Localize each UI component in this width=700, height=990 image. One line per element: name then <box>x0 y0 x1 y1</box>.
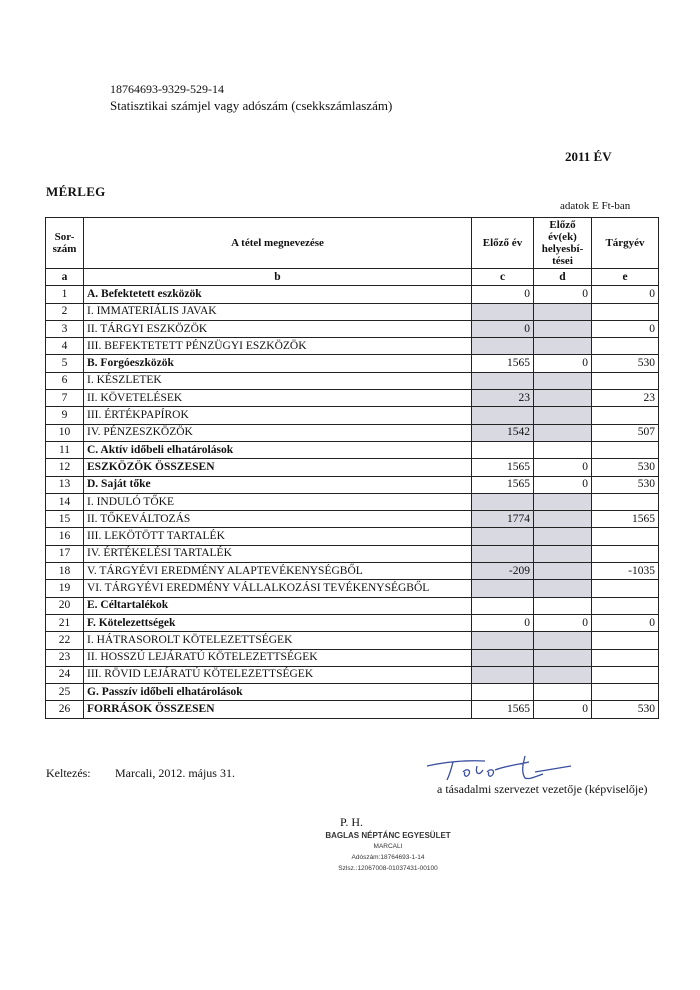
cell-prev-year <box>472 372 534 389</box>
cell-corrections: 0 <box>534 614 592 631</box>
row-number: 2 <box>46 303 84 320</box>
table-row <box>46 632 659 649</box>
row-label: D. Saját tőke <box>84 476 472 493</box>
table-row <box>46 355 659 372</box>
cell-prev-year: 1565 <box>472 459 534 476</box>
row-label: III. ÉRTÉKPAPÍROK <box>84 407 472 424</box>
cell-current-year: 507 <box>592 424 659 441</box>
letter-b: b <box>84 269 472 286</box>
row-number: 1 <box>46 286 84 303</box>
row-number: 9 <box>46 407 84 424</box>
table-row <box>46 338 659 355</box>
cell-current-year: 1565 <box>592 511 659 528</box>
table-row <box>46 372 659 389</box>
signature-image <box>425 752 575 782</box>
cell-current-year <box>592 407 659 424</box>
row-number: 21 <box>46 614 84 631</box>
cell-corrections <box>534 407 592 424</box>
row-number: 11 <box>46 441 84 458</box>
cell-prev-year <box>472 303 534 320</box>
row-label: C. Aktív időbeli elhatárolások <box>84 441 472 458</box>
letter-a: a <box>46 269 84 286</box>
row-label: II. TÁRGYI ESZKÖZÖK <box>84 320 472 337</box>
row-label: F. Kötelezettségek <box>84 614 472 631</box>
row-number: 16 <box>46 528 84 545</box>
cell-current-year <box>592 493 659 510</box>
col-header-prev-year: Előző év <box>472 218 534 269</box>
table-row <box>46 684 659 701</box>
cell-prev-year: 1565 <box>472 355 534 372</box>
cell-corrections: 0 <box>534 701 592 718</box>
row-label: II. TŐKEVÁLTOZÁS <box>84 511 472 528</box>
table-header-row <box>46 218 659 269</box>
table-row <box>46 424 659 441</box>
row-number: 3 <box>46 320 84 337</box>
row-number: 25 <box>46 684 84 701</box>
table-row <box>46 597 659 614</box>
row-label: I. HÁTRASOROLT KÖTELEZETTSÉGEK <box>84 632 472 649</box>
letter-c: c <box>472 269 534 286</box>
report-year: 2011 ÉV <box>565 149 612 164</box>
table-row <box>46 666 659 683</box>
cell-current-year: 530 <box>592 701 659 718</box>
table-row <box>46 493 659 510</box>
cell-prev-year <box>472 597 534 614</box>
cell-corrections: 0 <box>534 286 592 303</box>
row-label: ESZKÖZÖK ÖSSZESEN <box>84 459 472 476</box>
cell-corrections <box>534 597 592 614</box>
cell-corrections <box>534 545 592 562</box>
ph-label: P. H. <box>340 815 364 829</box>
cell-prev-year: -209 <box>472 563 534 580</box>
cell-prev-year: 1542 <box>472 424 534 441</box>
table-row <box>46 286 659 303</box>
document-title: MÉRLEG <box>46 184 106 199</box>
cell-current-year <box>592 372 659 389</box>
balance-sheet-table <box>45 217 659 719</box>
cell-corrections <box>534 580 592 597</box>
cell-prev-year <box>472 632 534 649</box>
row-number: 26 <box>46 701 84 718</box>
row-label: II. HOSSZÚ LEJÁRATÚ KÖTELEZETTSÉGEK <box>84 649 472 666</box>
tax-id: 18764693-9329-529-14 <box>110 82 224 96</box>
row-number: 14 <box>46 493 84 510</box>
table-row <box>46 320 659 337</box>
row-label: III. BEFEKTETETT PÉNZÜGYI ESZKÖZÖK <box>84 338 472 355</box>
cell-prev-year <box>472 441 534 458</box>
cell-corrections: 0 <box>534 476 592 493</box>
cell-corrections <box>534 511 592 528</box>
cell-current-year: 530 <box>592 459 659 476</box>
row-number: 20 <box>46 597 84 614</box>
row-number: 10 <box>46 424 84 441</box>
cell-prev-year: 1565 <box>472 476 534 493</box>
cell-corrections <box>534 390 592 407</box>
cell-prev-year: 1774 <box>472 511 534 528</box>
col-header-no: Sor-szám <box>46 218 84 269</box>
table-row <box>46 614 659 631</box>
stamp-city: MARCALI <box>373 843 403 850</box>
row-label: E. Céltartalékok <box>84 597 472 614</box>
table-row <box>46 528 659 545</box>
table-row <box>46 649 659 666</box>
row-label: IV. ÉRTÉKELÉSI TARTALÉK <box>84 545 472 562</box>
cell-prev-year: 1565 <box>472 701 534 718</box>
cell-prev-year <box>472 580 534 597</box>
cell-corrections <box>534 666 592 683</box>
col-header-current-year: Tárgyév <box>592 218 659 269</box>
table-row <box>46 511 659 528</box>
cell-current-year <box>592 597 659 614</box>
row-number: 6 <box>46 372 84 389</box>
cell-current-year <box>592 666 659 683</box>
cell-current-year <box>592 338 659 355</box>
cell-corrections <box>534 684 592 701</box>
letter-e: e <box>592 269 659 286</box>
stamp-tax-id: Adószám:18764693-1-14 <box>351 854 425 861</box>
cell-corrections <box>534 424 592 441</box>
row-number: 12 <box>46 459 84 476</box>
cell-current-year <box>592 545 659 562</box>
letter-d: d <box>534 269 592 286</box>
cell-prev-year <box>472 545 534 562</box>
row-label: VI. TÁRGYÉVI EREDMÉNY VÁLLALKOZÁSI TEVÉKENYSÉGBŐL <box>84 580 472 597</box>
cell-corrections <box>534 320 592 337</box>
row-label: I. IMMATERIÁLIS JAVAK <box>84 303 472 320</box>
row-label: V. TÁRGYÉVI EREDMÉNY ALAPTEVÉKENYSÉGBŐL <box>84 563 472 580</box>
cell-corrections <box>534 563 592 580</box>
row-number: 22 <box>46 632 84 649</box>
row-label: III. LEKÖTÖTT TARTALÉK <box>84 528 472 545</box>
cell-corrections <box>534 441 592 458</box>
row-number: 18 <box>46 563 84 580</box>
cell-prev-year <box>472 493 534 510</box>
row-label: IV. PÉNZESZKÖZÖK <box>84 424 472 441</box>
cell-prev-year <box>472 528 534 545</box>
cell-corrections <box>534 632 592 649</box>
cell-current-year: -1035 <box>592 563 659 580</box>
table-row <box>46 476 659 493</box>
table-row <box>46 407 659 424</box>
table-row <box>46 580 659 597</box>
date-label: Keltezés: <box>46 766 91 780</box>
table-row <box>46 390 659 407</box>
unit-note: adatok E Ft-ban <box>560 200 631 212</box>
organization-stamp <box>318 830 458 874</box>
cell-corrections <box>534 338 592 355</box>
row-number: 7 <box>46 390 84 407</box>
cell-current-year: 23 <box>592 390 659 407</box>
row-label: B. Forgóeszközök <box>84 355 472 372</box>
row-number: 15 <box>46 511 84 528</box>
cell-current-year: 0 <box>592 286 659 303</box>
cell-current-year: 530 <box>592 476 659 493</box>
cell-current-year <box>592 528 659 545</box>
cell-corrections: 0 <box>534 459 592 476</box>
cell-current-year <box>592 580 659 597</box>
row-label: I. INDULÓ TŐKE <box>84 493 472 510</box>
cell-corrections <box>534 303 592 320</box>
table-row <box>46 563 659 580</box>
table-letter-row <box>46 269 659 286</box>
tax-id-label: Statisztikai számjel vagy adószám (csekkszámlaszám) <box>110 98 393 113</box>
table-row <box>46 545 659 562</box>
cell-current-year: 0 <box>592 320 659 337</box>
date-value: Marcali, 2012. május 31. <box>115 766 235 780</box>
table-body <box>46 286 659 718</box>
table-row <box>46 459 659 476</box>
cell-prev-year: 0 <box>472 320 534 337</box>
stamp-account: Szlsz.:12067008-01037431-00100 <box>338 865 438 872</box>
cell-prev-year <box>472 338 534 355</box>
signer-role: a tásadalmi szervezet vezetője (képviselője) <box>437 782 648 796</box>
cell-prev-year <box>472 407 534 424</box>
cell-corrections: 0 <box>534 355 592 372</box>
row-number: 4 <box>46 338 84 355</box>
cell-prev-year <box>472 649 534 666</box>
stamp-org-name: BAGLAS NÉPTÁNC EGYESÜLET <box>325 831 451 840</box>
cell-corrections <box>534 649 592 666</box>
cell-prev-year: 23 <box>472 390 534 407</box>
row-number: 17 <box>46 545 84 562</box>
row-number: 19 <box>46 580 84 597</box>
cell-corrections <box>534 493 592 510</box>
cell-current-year <box>592 441 659 458</box>
cell-current-year: 0 <box>592 614 659 631</box>
row-number: 13 <box>46 476 84 493</box>
cell-prev-year: 0 <box>472 286 534 303</box>
row-label: I. KÉSZLETEK <box>84 372 472 389</box>
row-number: 24 <box>46 666 84 683</box>
row-label: III. RÖVID LEJÁRATÚ KÖTELEZETTSÉGEK <box>84 666 472 683</box>
row-label: FORRÁSOK ÖSSZESEN <box>84 701 472 718</box>
cell-prev-year <box>472 684 534 701</box>
cell-current-year <box>592 632 659 649</box>
row-label: A. Befektetett eszközök <box>84 286 472 303</box>
cell-current-year <box>592 649 659 666</box>
row-label: II. KÖVETELÉSEK <box>84 390 472 407</box>
cell-current-year <box>592 684 659 701</box>
row-number: 23 <box>46 649 84 666</box>
row-label: G. Passzív időbeli elhatárolások <box>84 684 472 701</box>
cell-corrections <box>534 528 592 545</box>
col-header-corrections: Előző év(ek) helyesbí-tései <box>534 218 592 269</box>
table-row <box>46 701 659 718</box>
cell-prev-year <box>472 666 534 683</box>
col-header-name: A tétel megnevezése <box>84 218 472 269</box>
cell-current-year <box>592 303 659 320</box>
row-number: 5 <box>46 355 84 372</box>
cell-corrections <box>534 372 592 389</box>
cell-current-year: 530 <box>592 355 659 372</box>
table-row <box>46 303 659 320</box>
table-row <box>46 441 659 458</box>
cell-prev-year: 0 <box>472 614 534 631</box>
